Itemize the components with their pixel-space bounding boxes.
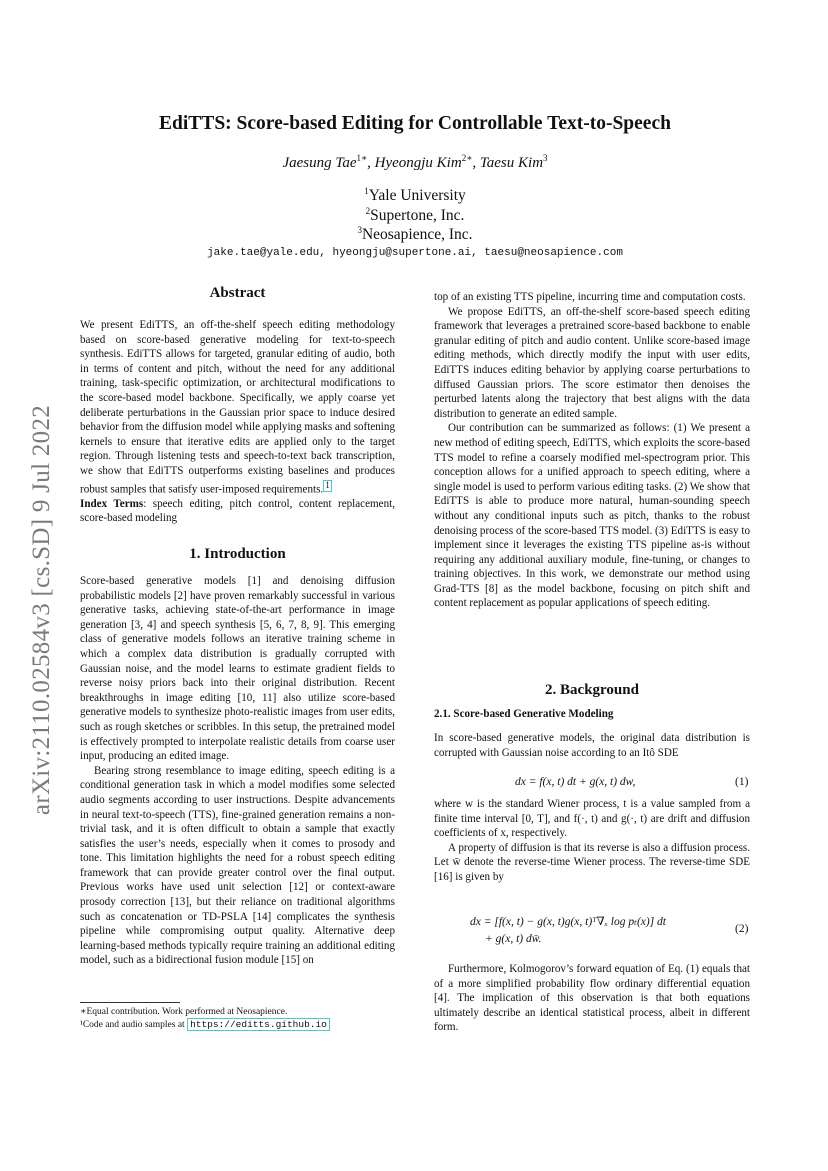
intro-heading: 1. Introduction [189, 546, 286, 562]
footnote-text: ¹Code and audio samples at [80, 1019, 188, 1030]
author-name: Hyeongju Kim [374, 155, 462, 171]
paragraph: A property of diffusion is that its reverse is also a diffusion process. Let w̄ denote the reverse-time Wiener process. The reverse-time SDE [16] is given by [434, 841, 750, 883]
background-heading: 2. Background [545, 682, 639, 698]
arxiv-stamp-text: arXiv:2110.02584v3 [cs.SD] 9 Jul 2022 [28, 404, 55, 816]
left-column [80, 318, 395, 526]
affiliation [200, 206, 630, 225]
paragraph: Furthermore, Kolmogorov’s forward equation of Eq. (1) equals that of a more simplified probability flow ordinary differential equation [4]. The implication of this observation is that both equations ultimately describe an identical statistical process, albeit in different form. [434, 963, 750, 1034]
paragraph: In score-based generative models, the original data distribution is corrupted with Gaussian noise according to an Itô SDE [434, 732, 750, 759]
author-sup: 2∗ [461, 153, 473, 163]
code-link[interactable]: https://editts.github.io [187, 1018, 330, 1031]
background-paragraph [434, 797, 750, 885]
equation-2-number: (2) [735, 923, 749, 935]
affiliation-name: Supertone, Inc. [370, 207, 465, 225]
subsection-heading: 2.1. Score-based Generative Modeling [434, 708, 614, 720]
affiliation-sup: 3 [357, 225, 362, 235]
index-terms-text: : speech editing, pitch control, content replacement, score-based modeling [80, 497, 395, 525]
affiliation-sup: 1 [364, 186, 369, 196]
intro-column [80, 574, 395, 968]
affiliation-name: Neosapience, Inc. [361, 226, 473, 244]
footnotes [80, 1006, 400, 1031]
author-sup: 1∗ [356, 153, 368, 163]
equation-2-line1: dx = [f(x, t) − g(x, t)g(x, t)ᵀ∇ₓ log pₜ(x)] dt [470, 916, 666, 928]
arxiv-stamp [14, 380, 70, 840]
footnote [80, 1019, 400, 1032]
affiliation [200, 225, 630, 244]
equation-1-number: (1) [735, 776, 749, 788]
author-name: Taesu Kim [479, 155, 544, 171]
author-emails: jake.tae@yale.edu, hyeongju@supertone.ai, taesu@neosapience.com [207, 247, 623, 259]
abstract-text: We present EdiTTS, an off-the-shelf speech editing methodology based on score-based generative modeling for text-to-speech synthesis. EdiTTS allows for targeted, granular editing of audio, both in terms of content and pitch, without the need for any additional training, task-specific optimization, or architectural modifications to the score-based model backbone. Specifically, we apply coarse yet deliberate perturbations in the Gaussian prior space to induce desired behavior from the diffusion model while applying masks and softening kernels to ensure that iterative edits are applied only to the target region. Through listening tests and speech-to-text back transcription, we show that EdiTTS outperforms existing baselines and produces robust samples that satisfy user-imposed requirements. [80, 319, 395, 496]
intro-paragraph: Bearing strong resemblance to image editing, speech editing is a conditional generation task in which a model modifies some selected audio segments according to user instructions. Despite advancements in neural text-to-speech (TTS), fine-grained generation remains a non-trivial task, and it is often difficult to obtain a sample that exactly satisfies the user’s needs, especially when it comes to prosody and tone. This limitation highlights the need for a robust speech editing framework that can provide greater control over the final output. Previous works have used unit selection [12] or context-aware prosody correction [13], but their reliance on traditional algorithms such as concatenation or TD-PSLA [14] complicates the synthesis pipeline while compromising output quality. Alternative deep learning-based methods typically require training an additional editing model, such as a bidirectional fusion module [15] on [80, 764, 395, 967]
right-column [434, 290, 750, 611]
footnote-divider [80, 1002, 180, 1003]
paragraph: Our contribution can be summarized as follows: (1) We present a new method of editing speech, EdiTTS, which exploits the score-based TTS model to refine a coarsely modified mel-spectrogram prior. This conception allows for a unified approach to speech editing, where a single model is used to perform various editing tasks. (2) We show that EdiTTS is able to produce more natural, human-sounding speech without any conditional inputs such as pitch, thanks to the robust denoising process of the score-based TTS model. (3) EdiTTS is easy to implement since it leverages the existing TTS pipeline as-is without requiring any additional auxiliary module, fine-tuning, or changes to training objectives. In this work, we demonstrate our method using Grad-TTS [8] as the model backbone, focusing on pitch shift and content replacement as popular applications of speech editing. [434, 422, 750, 610]
index-terms [80, 497, 395, 526]
background-paragraph [434, 731, 750, 760]
affiliation-sup: 2 [365, 206, 371, 216]
footnote-marker[interactable]: 1 [325, 480, 330, 491]
paragraph: where w is the standard Wiener process, t is a value sampled from a finite time interval [0, T], and f(·, t) and g(·, t) are drift and diffusion coefficients of x, respectively. [434, 798, 750, 840]
abstract-body [80, 318, 395, 497]
affiliation-name: Yale University [368, 187, 466, 205]
author-name: Jaesung Tae [282, 155, 357, 171]
intro-paragraph: Score-based generative models [1] and denoising diffusion probabilistic models [2] have proven remarkably successful in various generative tasks, achieving state-of-the-art performance in image generation [3, 4] and speech synthesis [5, 6, 7, 8, 9]. This emerging class of generative models follows an iterative training scheme in which a complex data distribution is gradually corrupted with Gaussian noise, and the model learns to estimate gradient fields to reverse noisy priors back into their original distribution. Recent breakthroughs in image editing [10, 11] also utilize score-based generative models to synthesize photo-realistic images from user edits, such as rough sketches or scribbles. In this setup, the pretrained model is effectively prompted to interpolate realistic details from coarse user input, producing an edited image. [80, 575, 395, 763]
author-sup: 3 [543, 153, 548, 163]
paragraph: top of an existing TTS pipeline, incurring time and computation costs. [434, 291, 746, 303]
background-paragraph [434, 962, 750, 1035]
author-list: Jaesung Tae$^{1∗}$, Hyeongju Kim$^{2∗}$, Taesu Kim$^3$ [282, 153, 548, 171]
index-terms-label: Index Terms [80, 497, 144, 510]
equation-2-line2: + g(x, t) dw̄. [485, 933, 542, 945]
paragraph: We propose EdiTTS, an off-the-shelf score-based speech editing framework that leverages a pretrained score-based backbone to enable granular editing of pitch and audio content. Unlike score-based image editing methods, which directly modify the input with user edits, EdiTTS induces editing behavior by applying coarse perturbations to diffused Gaussian priors. The score estimator then denoises the perturbed latents along the trajectory that best aligns with the data distribution to generate an edited sample. [434, 305, 750, 420]
paper-title: EdiTTS: Score-based Editing for Controllable Text-to-Speech [159, 113, 671, 134]
footnote: ∗Equal contribution. Work performed at Neosapience. [80, 1007, 288, 1017]
abstract-heading: Abstract [209, 285, 266, 301]
equation-1: dx = f(x, t) dt + g(x, t) dw, [515, 776, 636, 788]
affiliation [200, 186, 630, 205]
